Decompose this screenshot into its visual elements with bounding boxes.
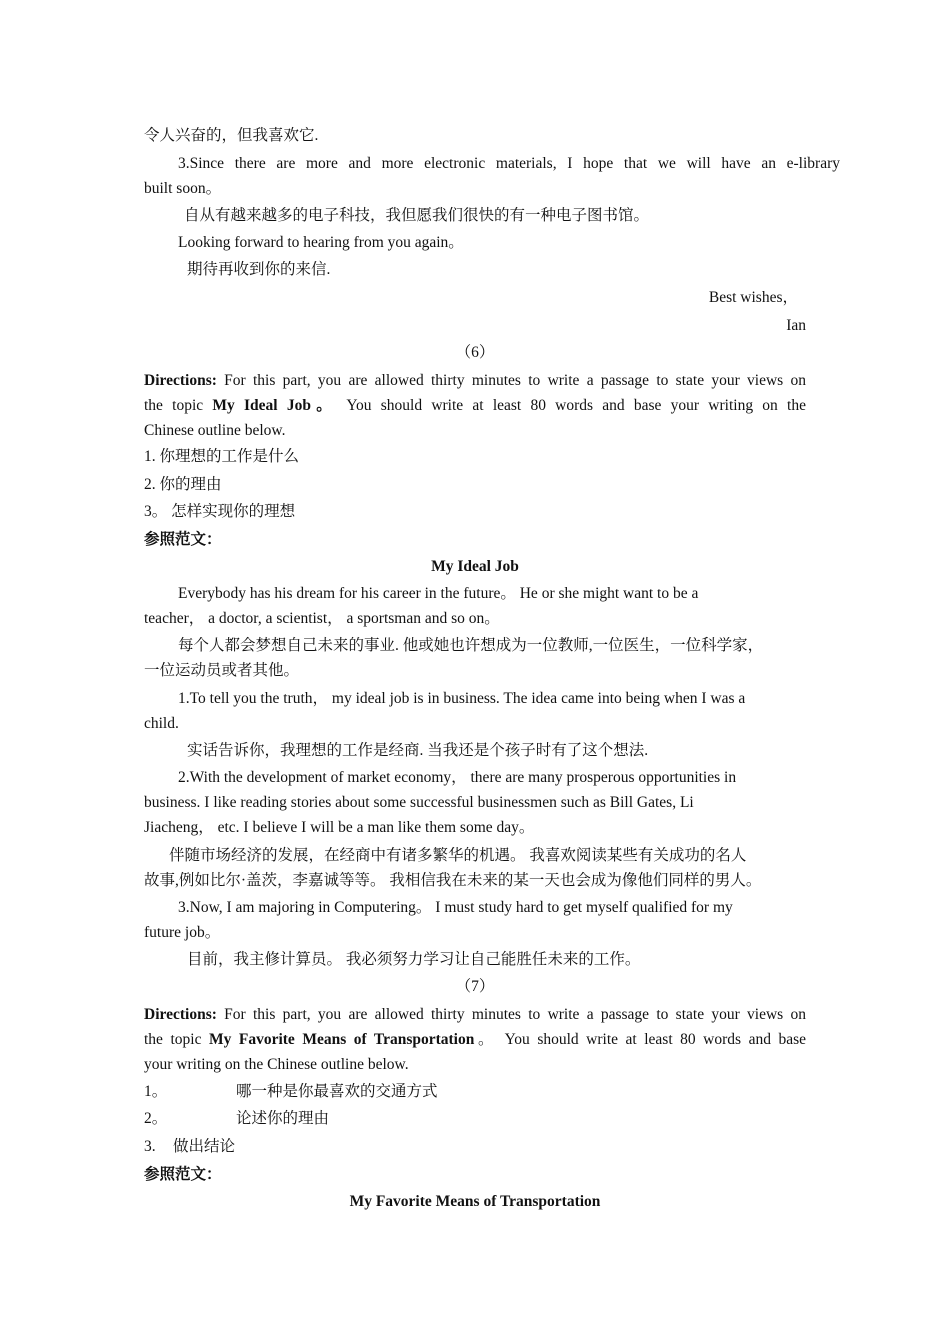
paragraph-line: 1.To tell you the truth， my ideal job is in business. The idea came into being when I was a	[178, 690, 746, 707]
closing-line: Looking forward to hearing from you again。	[178, 234, 464, 251]
directions-line: your writing on the Chinese outline below.	[144, 1056, 409, 1073]
paragraph-line: teacher， a doctor, a scientist， a sportsman and so on。	[144, 610, 500, 627]
paragraph-line: 3.Now, I am majoring in Computering。 I must study hard to get myself qualified for my	[178, 899, 733, 916]
topic-title: My Ideal Job	[212, 397, 311, 414]
cn-translation: 目前，我主修计算员。 我必须努力学习让自己能胜任未来的工作。	[187, 951, 641, 968]
outline-item: 2。 论述你的理由	[144, 1110, 330, 1127]
directions-label: Directions:	[144, 372, 217, 389]
cn-translation: 自从有越来越多的电子科技，我但愿我们很快的有一种电子图书馆。	[184, 207, 650, 224]
paragraph-line: future job。	[144, 924, 221, 941]
paragraph-line: 2.With the development of market economy， there are many prosperous opportunities in	[178, 769, 737, 786]
paragraph-line: built soon。	[144, 180, 222, 197]
cn-translation: 每个人都会梦想自己未来的事业. 他或她也许想成为一位教师,一位医生，一位科学家，	[178, 637, 764, 654]
section-number: （6）	[455, 344, 495, 361]
cn-translation: 一位运动员或者其他。	[144, 662, 300, 679]
topic-title: My Favorite Means of Transportation	[208, 1031, 475, 1048]
sample-label: 参照范文：	[144, 1166, 222, 1183]
cn-translation: 期待再收到你的来信.	[187, 261, 331, 278]
essay-title: My Favorite Means of Transportation	[349, 1193, 601, 1210]
paragraph-line: 3.Since there are more and more electronic materials, I hope that we will have an e-library	[178, 155, 840, 172]
sign-off: Best wishes，	[708, 289, 798, 306]
cn-translation: 实话告诉你，我理想的工作是经商. 当我还是个孩子时有了这个想法.	[187, 742, 649, 759]
outline-item: 2. 你的理由	[144, 476, 222, 493]
directions-line: Directions: For this part, you are allowed thirty minutes to write a passage to state your views on	[144, 1006, 806, 1023]
section-number: （7）	[455, 978, 495, 995]
directions-line: the topic My Ideal Job。 You should write at least 80 words and base your writing on the	[144, 397, 806, 414]
directions-line: Directions: For this part, you are allowed thirty minutes to write a passage to state your views on	[144, 372, 806, 389]
outline-item: 1。 哪一种是你最喜欢的交通方式	[144, 1083, 438, 1100]
cn-translation: 伴随市场经济的发展，在经商中有诸多繁华的机遇。 我喜欢阅读某些有关成功的名人	[169, 847, 747, 864]
outline-item: 3。 怎样实现你的理想	[144, 503, 296, 520]
outline-item: 3. 做出结论	[144, 1138, 236, 1155]
cn-translation: 故事,例如比尔·盖茨，李嘉诚等等。 我相信我在未来的某一天也会成为像他们同样的男人。	[144, 872, 762, 889]
directions-line: the topic My Favorite Means of Transportation。 You should write at least 80 words and base	[144, 1031, 807, 1048]
paragraph-line: business. I like reading stories about some successful businessmen such as Bill Gates, Li	[144, 794, 694, 811]
paragraph-line: Everybody has his dream for his career in the future。 He or she might want to be a	[178, 585, 699, 602]
outline-item: 1. 你理想的工作是什么	[144, 448, 300, 465]
signature: Ian	[786, 317, 806, 334]
essay-title: My Ideal Job	[431, 558, 519, 575]
cn-sentence: 令人兴奋的，但我喜欢它.	[144, 127, 319, 144]
paragraph-line: Jiacheng， etc. I believe I will be a man like them some day。	[144, 819, 535, 836]
sample-label: 参照范文：	[144, 531, 222, 548]
paragraph-line: child.	[144, 715, 179, 732]
directions-line: Chinese outline below.	[144, 422, 286, 439]
directions-label: Directions:	[144, 1006, 217, 1023]
